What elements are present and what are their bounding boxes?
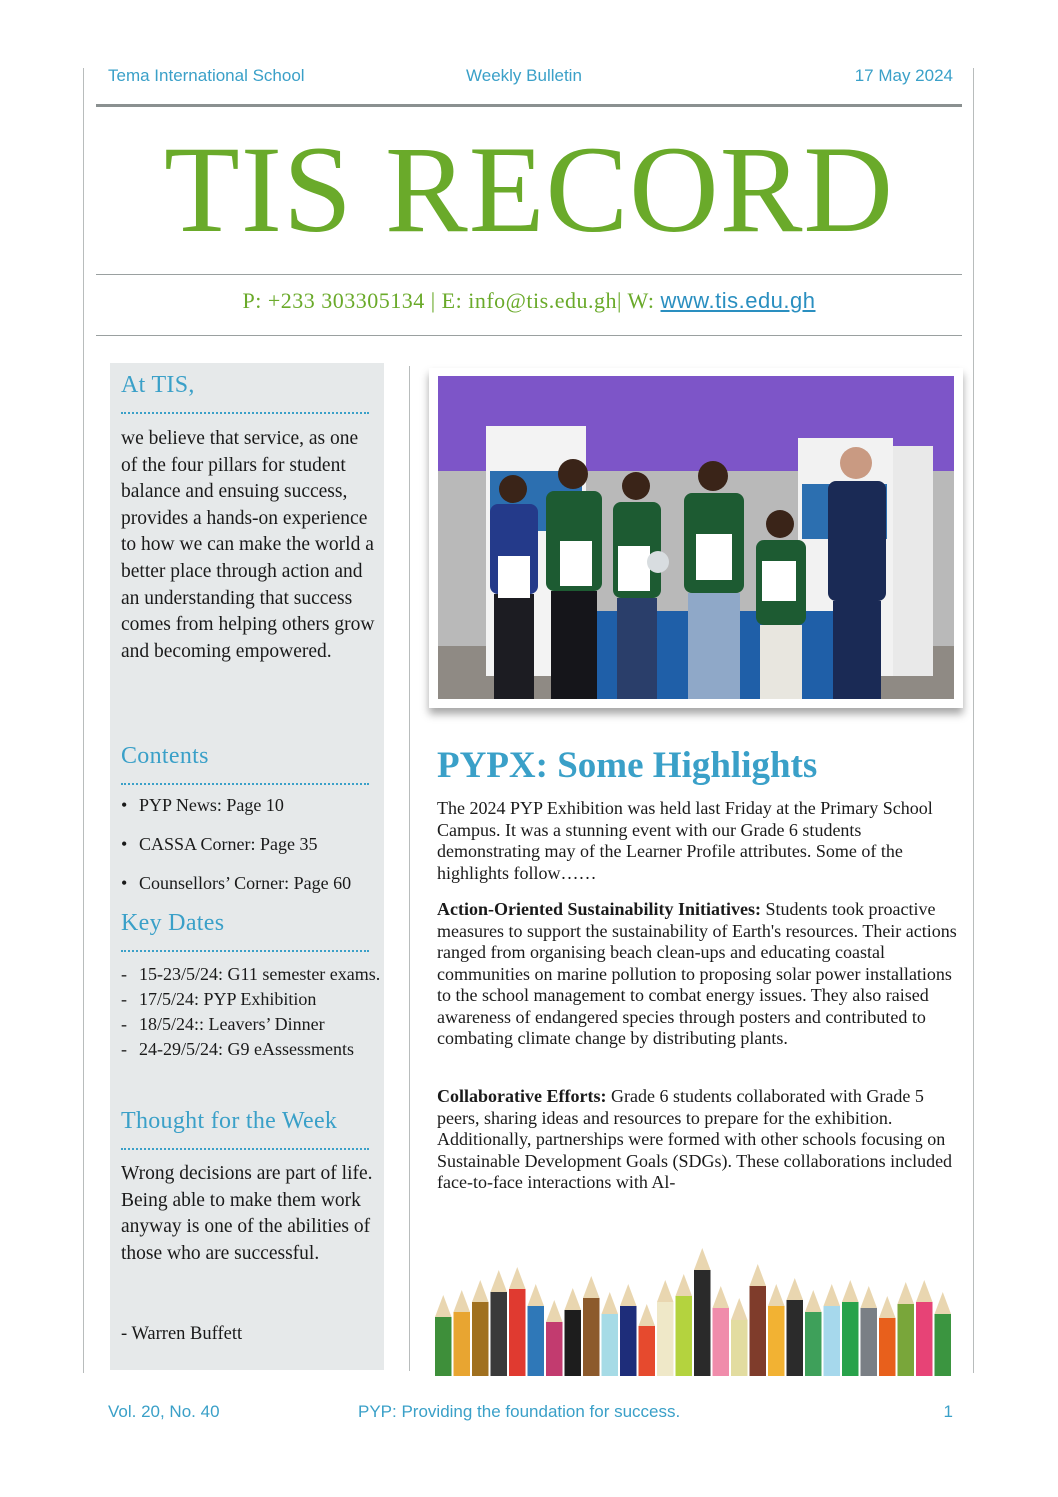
contents-item[interactable]: • Counsellors’ Corner: Page 60 — [121, 873, 383, 912]
pencil-body — [713, 1308, 730, 1376]
contents-heading: Contents — [121, 743, 209, 769]
contents-item[interactable]: • PYP News: Page 10 — [121, 795, 383, 834]
pencil-body — [824, 1306, 841, 1376]
keydate-item: - 24-29/5/24: G9 eAssessments — [121, 1037, 383, 1062]
pencil-tip — [639, 1304, 656, 1326]
pencil-body — [694, 1270, 711, 1376]
pencil-body — [639, 1326, 656, 1376]
paragraph-lead: Action-Oriented Sustainability Initiatives: — [437, 899, 762, 919]
dotted-divider — [121, 950, 369, 952]
pencil-body — [805, 1312, 822, 1376]
pencil-tip — [787, 1278, 804, 1300]
keydates-heading: Key Dates — [121, 910, 225, 936]
paragraph-body: Students took proactive measures to support the sustainability of Earth's resources. Their actions ranged from organising beach clean-ups and educating coastal communities on marine pollution to proposing solar power installations to the school management to combat energy issues. They also raised awareness of endangered species through posters and contributed to combating climate change by distributing plants. — [437, 899, 957, 1048]
keydates-list — [121, 962, 383, 1062]
page-right-rule — [973, 68, 974, 1373]
pencil-body — [731, 1320, 748, 1376]
header-rule — [96, 104, 962, 107]
keydate-item: - 18/5/24:: Leavers’ Dinner — [121, 1012, 383, 1037]
intro-heading: At TIS, — [121, 372, 195, 398]
pencil-body — [435, 1317, 452, 1376]
pencil-body — [565, 1310, 582, 1376]
colored-pencils-illustration — [434, 1240, 954, 1376]
volume-number: Vol. 20, No. 40 — [108, 1402, 220, 1421]
article-intro: The 2024 PYP Exhibition was held last Friday at the Primary School Campus. It was a stunning event with our Grade 6 students demonstrating may of the Learner Profile attributes. Some of the highlights follow…… — [437, 798, 933, 883]
pencil-tip — [528, 1284, 545, 1306]
article-paragraph — [437, 899, 957, 1050]
pencil-tip — [546, 1300, 563, 1322]
pencil-tip — [694, 1248, 711, 1270]
pencil-body — [750, 1286, 767, 1376]
pencil-tip — [879, 1296, 896, 1318]
issue-date: 17 May 2024 — [854, 66, 953, 85]
contents-list — [121, 795, 383, 912]
pencil-tip — [565, 1288, 582, 1310]
pencil-tip — [824, 1284, 841, 1306]
pencil-tip — [491, 1270, 508, 1292]
masthead-rule-top — [96, 274, 962, 275]
pencil-tip — [731, 1298, 748, 1320]
event-photo — [438, 376, 954, 699]
footer-bar — [108, 1402, 953, 1424]
pencil-body — [472, 1302, 489, 1376]
pencil-tip — [676, 1274, 693, 1296]
dotted-divider — [121, 783, 369, 785]
masthead-title: TIS RECORD — [164, 121, 894, 258]
pencil-body — [528, 1306, 545, 1376]
dotted-divider — [121, 412, 369, 414]
dotted-divider — [121, 1148, 369, 1150]
pencil-tip — [620, 1284, 637, 1306]
pencil-body — [454, 1312, 471, 1376]
pencil-tip — [842, 1280, 859, 1302]
footer-tagline: PYP: Providing the foundation for success. — [358, 1402, 681, 1421]
intro-text: we believe that service, as one of the four pillars for student balance and ensuing success, provides a hands-on experience to how we can make the world a better place through action and an understanding that success comes from helping others grow and becoming empowered. — [121, 428, 375, 662]
thought-heading: Thought for the Week — [121, 1108, 338, 1134]
thought-author: - Warren Buffett — [121, 1324, 243, 1344]
pencil-body — [768, 1306, 785, 1376]
pencil-body — [602, 1314, 619, 1376]
pencil-tip — [805, 1290, 822, 1312]
pencil-body — [787, 1300, 804, 1376]
pencil-body — [491, 1292, 508, 1376]
website-link[interactable]: www.tis.edu.gh — [660, 288, 816, 313]
pencil-tip — [454, 1290, 471, 1312]
pencil-tip — [583, 1276, 600, 1298]
pencil-body — [842, 1302, 859, 1376]
publication-name: Weekly Bulletin — [466, 66, 582, 85]
pencil-body — [583, 1298, 600, 1376]
pencil-tip — [657, 1280, 674, 1302]
pencil-body — [657, 1302, 674, 1376]
paragraph-lead: Collaborative Efforts: — [437, 1086, 607, 1106]
school-name: Tema International School — [108, 66, 305, 85]
pencil-tip — [898, 1282, 915, 1304]
pencil-tip — [602, 1292, 619, 1314]
contact-details: P: +233 303305134 | E: info@tis.edu.gh| W: — [242, 288, 661, 313]
pencil-body — [620, 1306, 637, 1376]
header-bar — [108, 66, 953, 88]
thought-text: Wrong decisions are part of life. Being able to make them work anyway is one of the abilities of those who are successful. — [121, 1163, 373, 1264]
pencil-tip — [861, 1286, 878, 1308]
pencil-tip — [472, 1280, 489, 1302]
pencil-body — [916, 1302, 933, 1376]
page-number: 1 — [943, 1402, 953, 1421]
contact-line — [96, 288, 962, 314]
page-left-rule — [83, 68, 84, 1373]
sidebar — [110, 363, 384, 1370]
pencil-tip — [916, 1280, 933, 1302]
article-title: PYPX: Some Highlights — [437, 745, 818, 786]
pencil-body — [898, 1304, 915, 1376]
paragraph-body: Grade 6 students collaborated with Grade 5 peers, sharing ideas and resources to prepare for the exhibition. Additionally, partnerships were formed with other schools focusing on Sustainable Development Goals (SDGs). These collaborations included face-to-face interactions with Al- — [437, 1086, 953, 1192]
pencil-tip — [935, 1292, 952, 1314]
pencil-tip — [509, 1267, 526, 1289]
pencil-body — [879, 1318, 896, 1376]
article-paragraph — [437, 1086, 957, 1194]
pencil-body — [509, 1289, 526, 1376]
pencil-tip — [435, 1295, 452, 1317]
column-divider — [409, 366, 410, 1371]
pencil-body — [861, 1308, 878, 1376]
keydate-item: - 15-23/5/24: G11 semester exams. — [121, 962, 383, 987]
pencil-body — [935, 1314, 952, 1376]
event-photo-frame — [429, 368, 963, 708]
masthead-rule-bottom — [96, 335, 962, 336]
pencil-tip — [750, 1264, 767, 1286]
pencil-tip — [713, 1286, 730, 1308]
keydate-item: - 17/5/24: PYP Exhibition — [121, 987, 383, 1012]
pencil-body — [676, 1296, 693, 1376]
pencil-body — [546, 1322, 563, 1376]
contents-item[interactable]: • CASSA Corner: Page 35 — [121, 834, 383, 873]
pencil-tip — [768, 1284, 785, 1306]
